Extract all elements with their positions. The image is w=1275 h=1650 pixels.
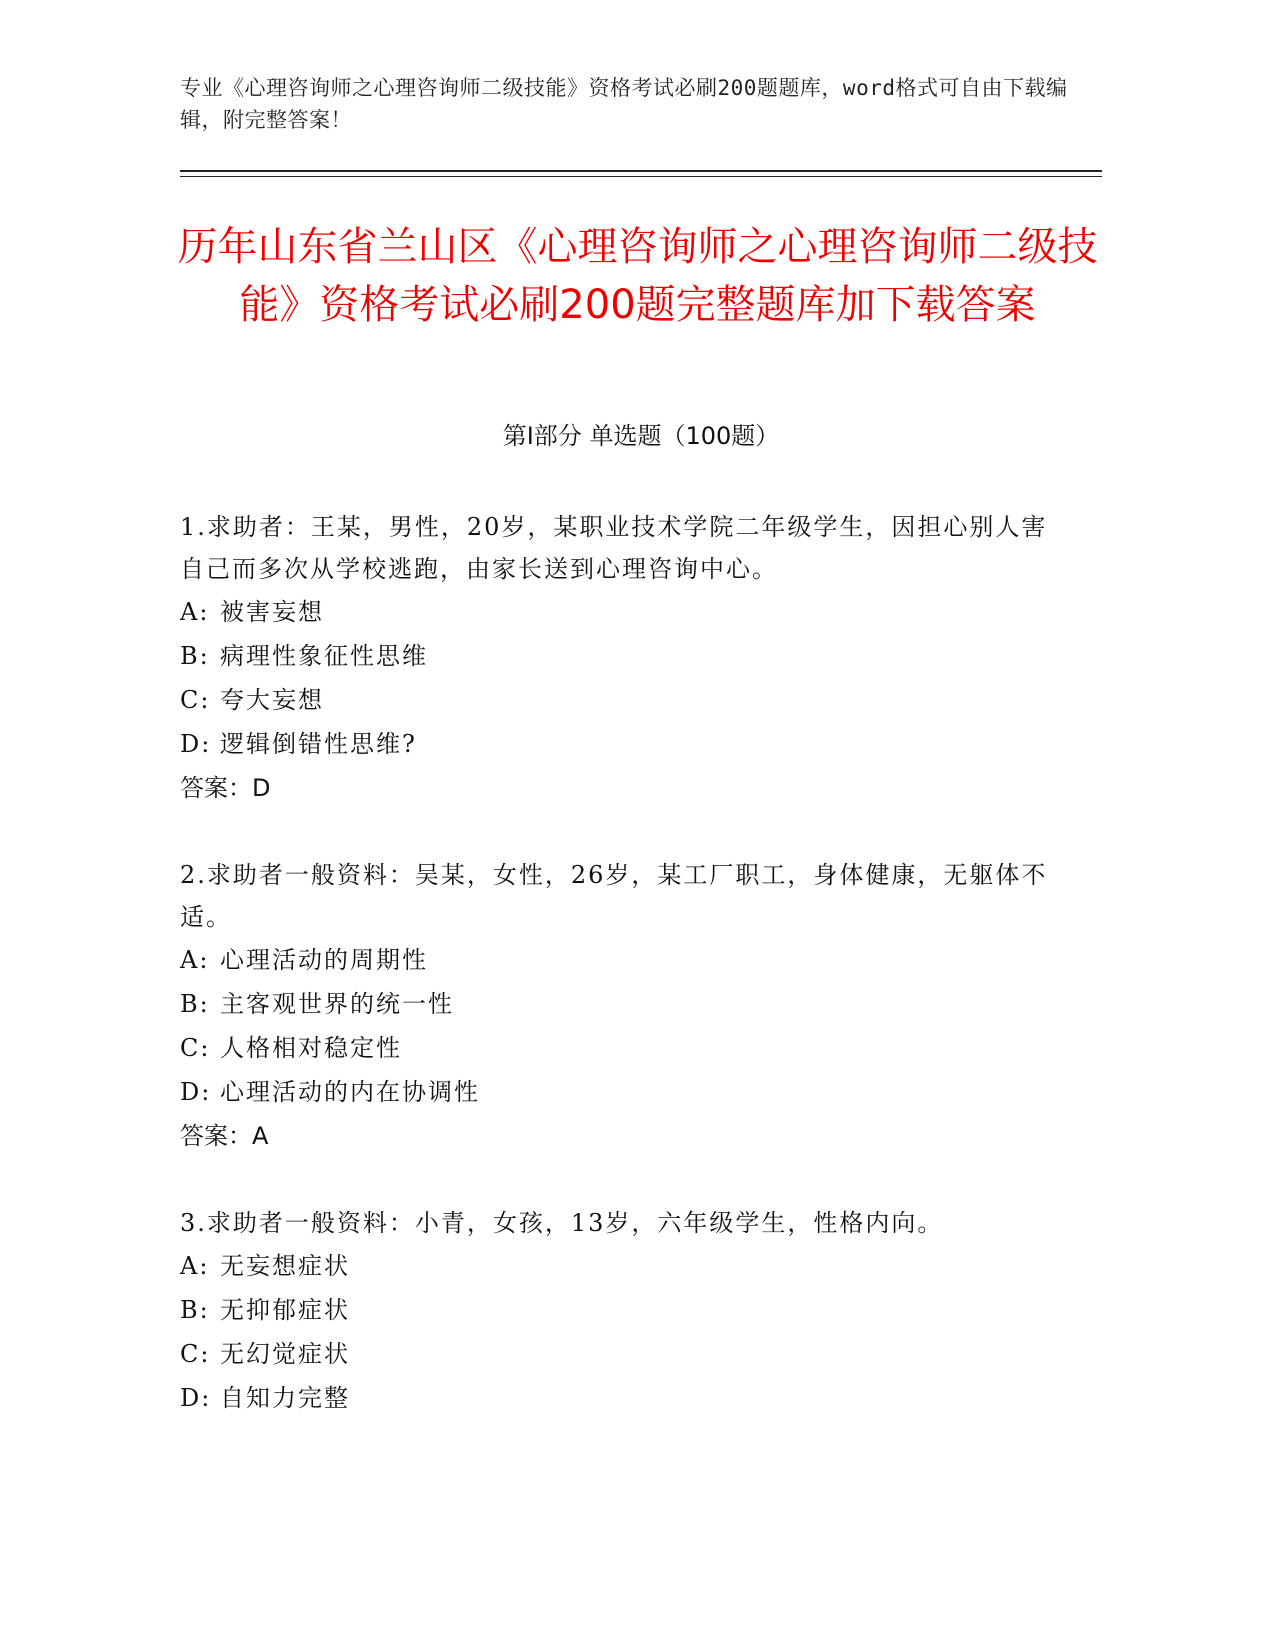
- question-list: [180, 506, 1060, 1464]
- answer-line: 答案：D: [180, 774, 271, 802]
- option-key: A:: [180, 598, 210, 626]
- option-a: [180, 938, 1060, 982]
- option-c: [180, 1332, 1060, 1376]
- option-a: [180, 1244, 1060, 1288]
- header-divider-thin: [180, 176, 1102, 177]
- header-divider-thick: [180, 170, 1102, 172]
- option-d: [180, 722, 1060, 766]
- option-d: [180, 1376, 1060, 1420]
- option-text: 无抑郁症状: [220, 1296, 350, 1324]
- question-stem: 3.求助者一般资料：小青，女孩，13岁，六年级学生，性格内向。: [180, 1209, 944, 1237]
- option-key: C:: [180, 686, 211, 714]
- option-key: D:: [180, 1384, 212, 1412]
- option-text: 病理性象征性思维: [220, 642, 428, 670]
- option-key: D:: [180, 730, 212, 758]
- option-c: [180, 1026, 1060, 1070]
- option-b: [180, 634, 1060, 678]
- option-a: [180, 590, 1060, 634]
- option-key: C:: [180, 1034, 211, 1062]
- answer-line: 答案：A: [180, 1122, 269, 1150]
- option-b: [180, 1288, 1060, 1332]
- option-b: [180, 982, 1060, 1026]
- option-text: 夸大妄想: [220, 686, 324, 714]
- option-text: 心理活动的内在协调性: [220, 1078, 480, 1106]
- option-text: 心理活动的周期性: [220, 946, 428, 974]
- question-stem: 2.求助者一般资料：吴某，女性，26岁，某工厂职工，身体健康，无躯体不适。: [180, 861, 1048, 931]
- question-item: [180, 1202, 1060, 1420]
- option-text: 人格相对稳定性: [220, 1034, 402, 1062]
- question-stem: 1.求助者：王某，男性，20岁，某职业技术学院二年级学生，因担心别人害自己而多次从学校逃跑，由家长送到心理咨询中心。: [180, 513, 1048, 583]
- option-text: 被害妄想: [220, 598, 324, 626]
- document-title: 历年山东省兰山区《心理咨询师之心理咨询师二级技能》资格考试必刷200题完整题库加下载答案: [177, 224, 1098, 328]
- option-key: A:: [180, 946, 210, 974]
- document-header-note: 专业《心理咨询师之心理咨询师二级技能》资格考试必刷200题题库，word格式可自由下载编辑，附完整答案！: [180, 76, 1068, 132]
- option-key: A:: [180, 1252, 210, 1280]
- question-item: [180, 854, 1060, 1158]
- option-key: C:: [180, 1340, 211, 1368]
- option-key: B:: [180, 990, 210, 1018]
- option-text: 自知力完整: [220, 1384, 350, 1412]
- option-key: B:: [180, 1296, 210, 1324]
- option-text: 无幻觉症状: [220, 1340, 350, 1368]
- option-text: 逻辑倒错性思维?: [220, 730, 417, 758]
- option-d: [180, 1070, 1060, 1114]
- section-heading: 第I部分 单选题（100题）: [502, 422, 780, 450]
- option-key: D:: [180, 1078, 212, 1106]
- option-key: B:: [180, 642, 210, 670]
- question-item: [180, 506, 1060, 810]
- option-c: [180, 678, 1060, 722]
- option-text: 主客观世界的统一性: [220, 990, 454, 1018]
- option-text: 无妄想症状: [220, 1252, 350, 1280]
